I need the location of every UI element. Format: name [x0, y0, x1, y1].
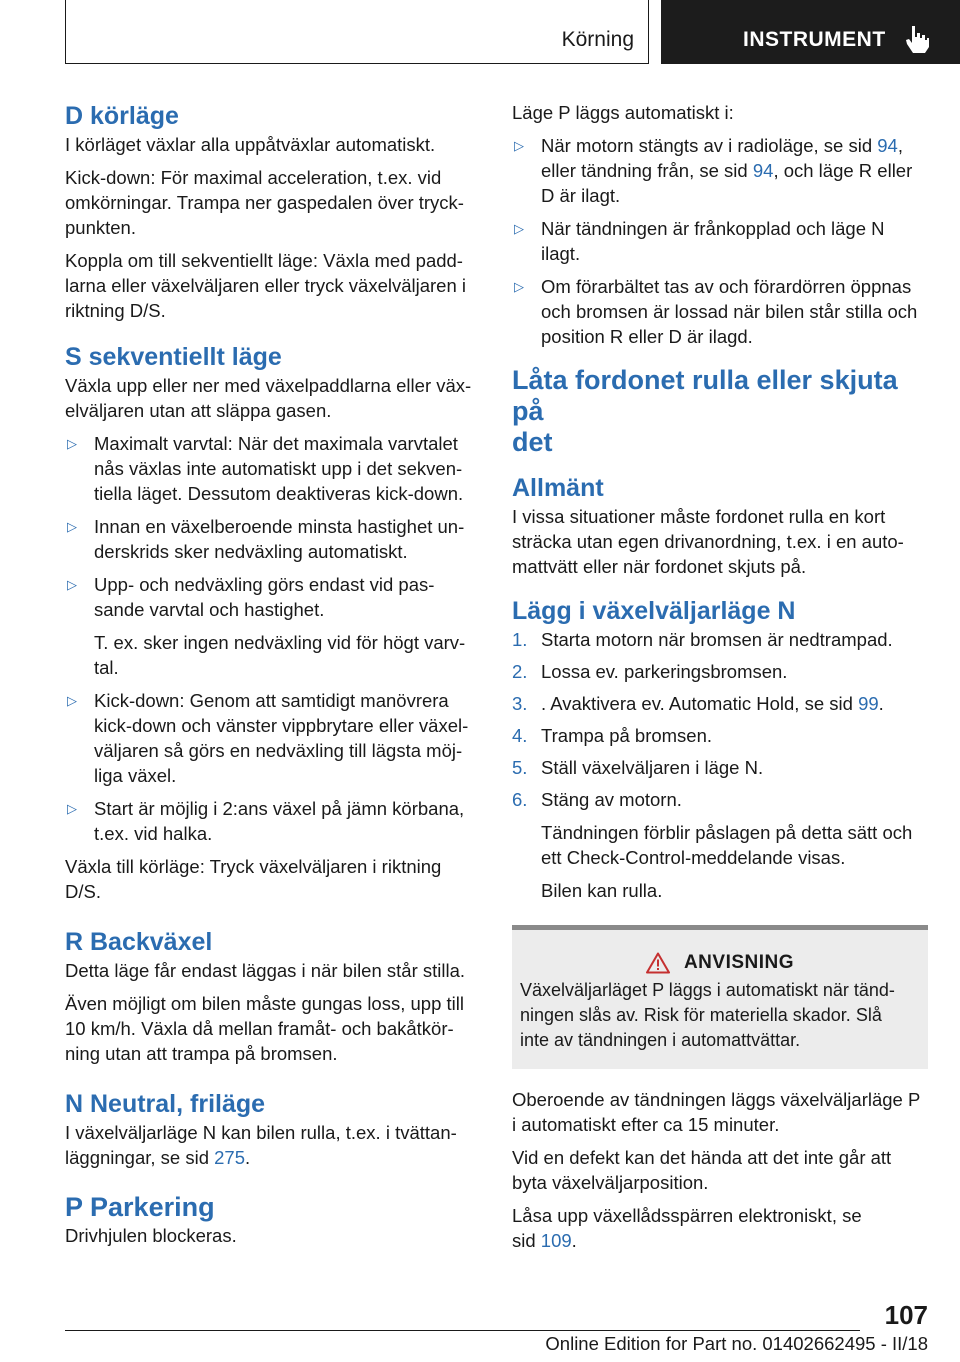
- step-number: 5.: [512, 757, 528, 778]
- step-number: 1.: [512, 629, 528, 650]
- list-item: ▷ När tändningen är frånkopplad och läge N ilagt.: [514, 218, 885, 264]
- left-column: [65, 100, 479, 1248]
- bullet-icon: ▷: [67, 436, 77, 451]
- list-item: ▷ Start är möjlig i 2:ans växel på jämn körbana, t.ex. vid halka.: [67, 798, 465, 844]
- step-item: 5. Ställ växelväljaren i läge N.: [512, 757, 764, 778]
- notice-box: [512, 925, 928, 1069]
- notice-title: ANVISNING: [683, 952, 795, 973]
- step-number: 4.: [512, 725, 528, 746]
- list-item: ▷ Om förarbältet tas av och förardörren öppnas och bromsen är lossad när bilen står stilla och position R eller D är ilagd.: [514, 276, 918, 347]
- bullet-icon: ▷: [514, 221, 524, 236]
- page-link[interactable]: 94: [752, 160, 774, 181]
- step-number: 3.: [512, 693, 528, 714]
- step-item: 4. Trampa på bromsen.: [512, 725, 713, 746]
- list-item: ▷ Maximalt varvtal: När det maximala varvtalet nås växlas inte automatiskt upp i det sekven- tiella läget. Dessutom deaktiveras kick-down.: [67, 433, 464, 504]
- kick-down-text: Kick-down: För maximal acceleration, t.ex. vid omkörningar. Trampa ner gaspedalen över tryck- punkten.: [65, 167, 464, 238]
- p-mode-heading: P Parkering: [65, 1192, 215, 1222]
- page-number: 107: [884, 1300, 928, 1330]
- s-mode-heading: S sekventiellt läge: [65, 343, 282, 371]
- section-tab: [65, 0, 649, 64]
- list-item: ▷ Kick-down: Genom att samtidigt manövrera kick-down och vänster vippbrytare eller växel- väljaren så görs en nedväxling till lägsta möj- liga växel.: [67, 690, 469, 786]
- n-mode-text: I växelväljarläge N kan bilen rulla, t.ex. i tvättan- läggningar, se sid 275.: [65, 1122, 457, 1168]
- bullet-icon: ▷: [67, 519, 77, 534]
- bullet-icon: ▷: [67, 801, 77, 816]
- page-link[interactable]: 99: [858, 693, 879, 714]
- page-link[interactable]: 275: [214, 1147, 246, 1168]
- r-mode-heading: R Backväxel: [65, 928, 213, 956]
- list-item: ▷ Upp- och nedväxling görs endast vid pas- sande varvtal och hastighet. T. ex. sker ingen nedväxling vid för högt varv- tal.: [67, 574, 466, 678]
- hand-pointer-icon: [904, 24, 930, 54]
- chapter-tab: [661, 0, 960, 64]
- roll-heading: Låta fordonet rulla eller skjuta på det: [512, 365, 898, 457]
- chapter-label: INSTRUMENT: [743, 28, 886, 51]
- page-link[interactable]: 109: [540, 1230, 572, 1251]
- bullet-icon: ▷: [514, 279, 524, 294]
- general-text: I vissa situationer måste fordonet rulla en kort sträcka utan egen drivanordning, t.ex. i en auto- mattvätt eller när fordonet skjuts på.: [512, 506, 904, 577]
- steps-list: [512, 627, 930, 812]
- page-link[interactable]: 94: [877, 135, 898, 156]
- footer-divider: [65, 1330, 860, 1331]
- d-mode-heading: D körläge: [65, 102, 179, 130]
- p-auto-intro: Läge P läggs automatiskt i:: [512, 102, 734, 123]
- step-6-notes: Tändningen förblir påslagen på detta sätt och ett Check-Control-meddelande visas. Bilen kan rulla.: [541, 822, 913, 901]
- sequential-switch-text: Koppla om till sekventiellt läge: Växla med padd- larna eller växelväljaren eller tryck växelväljaren i riktning D/S.: [65, 250, 467, 321]
- defect-text: Vid en defekt kan det hända att det inte går att byta växelväljarposition.: [512, 1147, 892, 1193]
- notice-text: Växelväljarläget P läggs i automatiskt när tänd- ningen slås av. Risk för materiella skador. Slå inte av tändningen i automattvättar.: [520, 980, 895, 1050]
- step-item: 1. Starta motorn när bromsen är nedtrampad.: [512, 629, 893, 650]
- p-mode-text: Drivhjulen blockeras.: [65, 1225, 237, 1246]
- bullet-icon: ▷: [514, 138, 524, 153]
- step-item: 2. Lossa ev. parkeringsbromsen.: [512, 661, 788, 682]
- d-mode-text: I körläget växlar alla uppåtväxlar automatiskt.: [65, 134, 436, 155]
- n-mode-heading: N Neutral, friläge: [65, 1090, 266, 1118]
- r-rocking-text: Även möjligt om bilen måste gungas loss, upp till 10 km/h. Växla då mellan framåt- och bakåtkör- ning utan att trampa på bromsen.: [65, 993, 464, 1064]
- r-mode-text: Detta läge får endast läggas i när bilen står stilla.: [65, 960, 466, 981]
- right-column: [512, 100, 930, 1253]
- list-item: ▷ Innan en växelberoende minsta hastighet un- derskrids sker nedväxling automatiskt.: [67, 516, 465, 562]
- neutral-steps-heading: Lägg i växelväljarläge N: [512, 597, 796, 625]
- general-heading: Allmänt: [512, 474, 604, 502]
- page-header: [0, 0, 960, 66]
- bullet-icon: ▷: [67, 693, 77, 708]
- step-number: 2.: [512, 661, 528, 682]
- list-item: ▷ När motorn stängts av i radioläge, se sid 94, eller tändning från, se sid 94, och läge R eller D är ilagt.: [514, 135, 913, 206]
- footer-edition: Online Edition for Part no. 01402662495 - II/18: [545, 1333, 928, 1354]
- warning-triangle-icon: [646, 952, 670, 974]
- notice-header: [520, 952, 920, 974]
- switch-to-drive-text: Växla till körläge: Tryck växelväljaren i riktning D/S.: [65, 856, 442, 902]
- section-label: Körning: [561, 28, 634, 51]
- step-item: 3. . Avaktivera ev. Automatic Hold, se sid 99.: [512, 693, 884, 714]
- s-mode-text: Växla upp eller ner med växelpaddlarna eller väx- elväljaren utan att släppa gasen.: [65, 375, 472, 421]
- unlock-text: Låsa upp växellådsspärren elektroniskt, se sid 109.: [512, 1205, 862, 1251]
- step-number: 6.: [512, 789, 528, 810]
- bullet-icon: ▷: [67, 577, 77, 592]
- step-item: 6. Stäng av motorn.: [512, 789, 682, 810]
- auto-p-text: Oberoende av tändningen läggs växelväljarläge P i automatiskt efter ca 15 minuter.: [512, 1089, 921, 1135]
